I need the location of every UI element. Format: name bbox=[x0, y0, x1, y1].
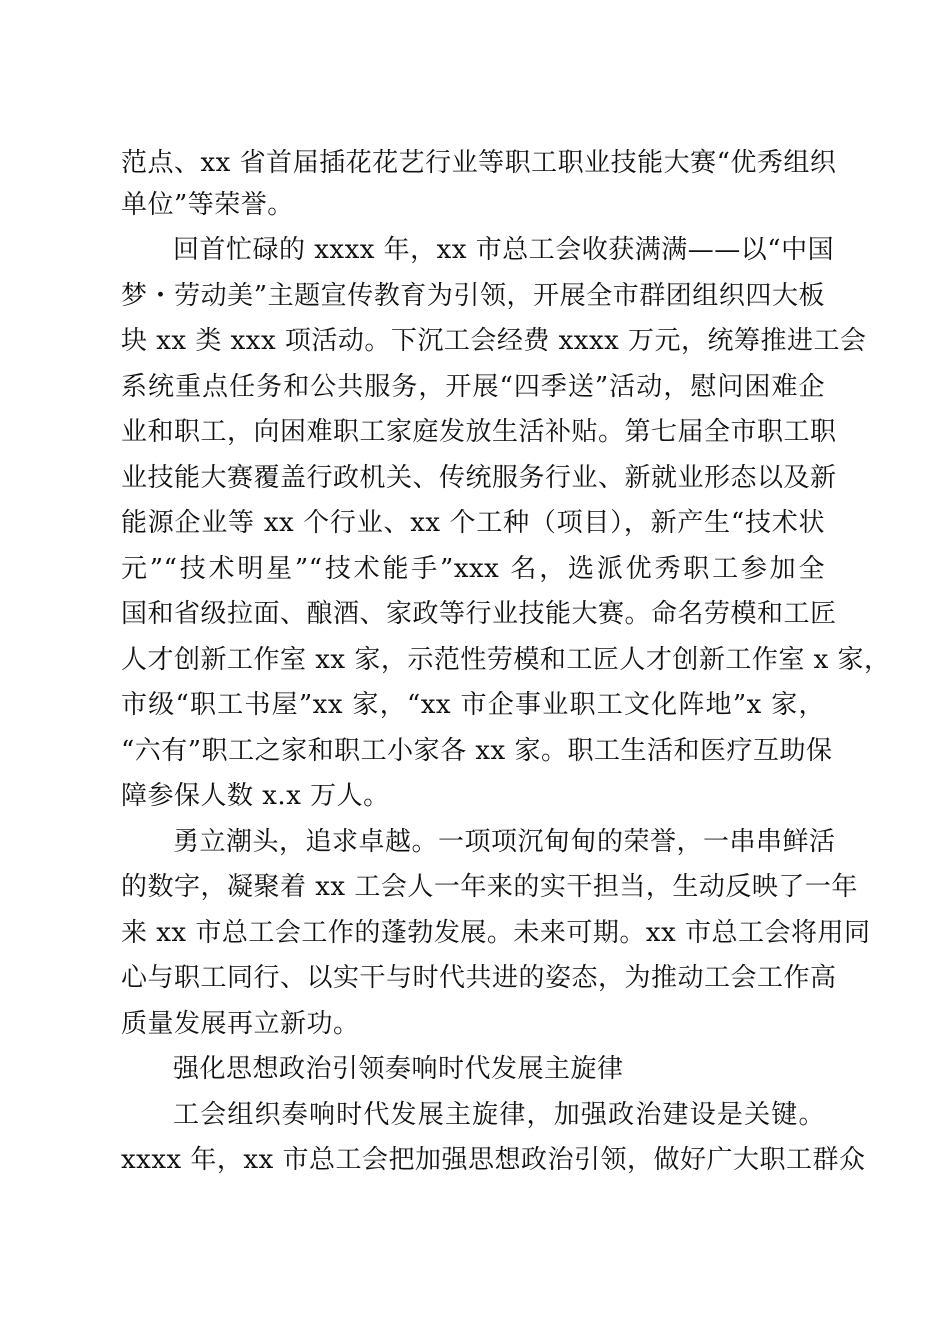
text-line: “六有”职工之家和职工小家各 xx 家。职工生活和医疗互助保 bbox=[121, 736, 833, 766]
text-line: 梦・劳动美”主题宣传教育为引领，开展全市群团组织四大板 bbox=[121, 281, 825, 311]
text-line: 障参保人数 x.x 万人。 bbox=[121, 781, 390, 811]
text-line: 市级“职工书屋”xx 家，“xx 市企事业职工文化阵地”x 家， bbox=[121, 690, 825, 720]
paragraph-first-line: 勇立潮头，追求卓越。一项项沉甸甸的荣誉，一串串鲜活 bbox=[173, 827, 836, 857]
text-line: 系统重点任务和公共服务，开展“四季送”活动，慰问困难企 bbox=[121, 372, 825, 402]
paragraph-first-line: 回首忙碌的 xxxx 年，xx 市总工会收获满满——以“中国 bbox=[173, 235, 835, 265]
text-line: 来 xx 市总工会工作的蓬勃发展。未来可期。xx 市总工会将用同 bbox=[121, 918, 871, 948]
text-line: 能源企业等 xx 个行业、xx 个工种（项目），新产生“技术状 bbox=[121, 508, 825, 538]
text-line: 国和省级拉面、酿酒、家政等行业技能大赛。命名劳模和工匠 bbox=[121, 599, 837, 629]
text-line: 业技能大赛覆盖行政机关、传统服务行业、新就业形态以及新 bbox=[121, 463, 837, 493]
text-line: 块 xx 类 xxx 项活动。下沉工会经费 xxxx 万元，统筹推进工会 bbox=[121, 326, 867, 356]
text-line: 业和职工，向困难职工家庭发放生活补贴。第七届全市职工职 bbox=[121, 417, 837, 447]
text-line: xxxx 年，xx 市总工会把加强思想政治引领，做好广大职工群众 bbox=[121, 1145, 866, 1175]
text-line: 人才创新工作室 xx 家，示范性劳模和工匠人才创新工作室 x 家， bbox=[121, 645, 891, 675]
section-heading: 强化思想政治引领奏响时代发展主旋律 bbox=[173, 1054, 624, 1084]
text-line: 质量发展再立新功。 bbox=[121, 1009, 360, 1039]
text-line: 单位”等荣誉。 bbox=[121, 190, 294, 220]
text-line: 范点、xx 省首届插花花艺行业等职工职业技能大赛“优秀组织 bbox=[121, 148, 837, 178]
text-line: 元”“技术明星”“技术能手”xxx 名，选派优秀职工参加全 bbox=[121, 554, 825, 584]
text-line: 的数字，凝聚着 xx 工会人一年来的实干担当，生动反映了一年 bbox=[121, 872, 858, 902]
text-line: 心与职工同行、以实干与时代共进的姿态，为推动工会工作高 bbox=[121, 963, 837, 993]
paragraph-first-line: 工会组织奏响时代发展主旋律，加强政治建设是关键。 bbox=[173, 1100, 825, 1130]
